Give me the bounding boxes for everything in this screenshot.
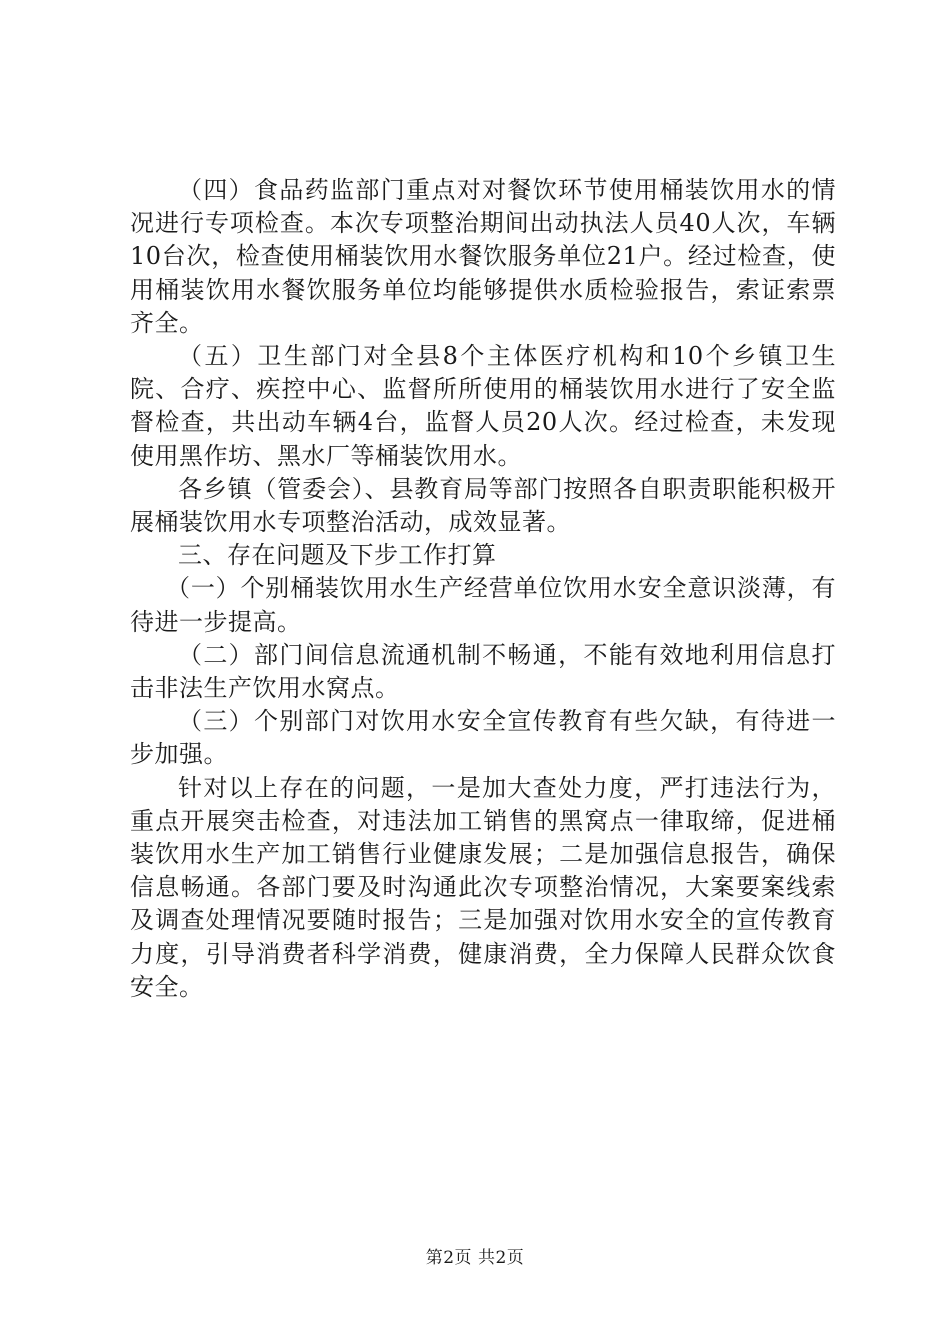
page-number-footer: 第2页 共2页: [425, 1248, 525, 1268]
document-body: [130, 174, 836, 1004]
paragraph-townships-activities: 各乡镇（管委会）、县教育局等部门按照各自职责职能积极开展桶装饮用水专项整治活动，成效显著。: [130, 474, 836, 537]
paragraph-food-drug-inspection: （四）食品药监部门重点对对餐饮环节使用桶装饮用水的情况进行专项检查。本次专项整治期间出动执法人员40人次，车辆10台次，检查使用桶装饮用水餐饮服务单位21户。经过检查，使用桶装饮用水餐饮服务单位均能够提供水质检验报告，索证索票齐全。: [130, 176, 836, 337]
problem-item-3: （三）个别部门对饮用水安全宣传教育有些欠缺，有待进一步加强。: [130, 707, 836, 769]
problem-item-1: （一）个别桶装饮用水生产经营单位饮用水安全意识淡薄，有待进一步提高。: [130, 574, 836, 636]
section-heading-problems: 三、存在问题及下步工作打算: [178, 541, 497, 570]
paragraph-health-dept-inspection: （五）卫生部门对全县8个主体医疗机构和10个乡镇卫生院、合疗、疾控中心、监督所所使用的桶装饮用水进行了安全监督检查，共出动车辆4台，监督人员20人次。经过检查，未发现使用黑作坊、黑水厂等桶装饮用水。: [130, 342, 836, 470]
paragraph-next-steps: 针对以上存在的问题，一是加大查处力度，严打违法行为，重点开展突击检查，对违法加工销售的黑窝点一律取缔，促进桶装饮用水生产加工销售行业健康发展；二是加强信息报告，确保信息畅通。各部门要及时沟通此次专项整治情况，大案要案线索及调查处理情况要随时报告；三是加强对饮用水安全的宣传教育力度，引导消费者科学消费，健康消费，全力保障人民群众饮食安全。: [130, 773, 836, 1001]
problem-item-2: （二）部门间信息流通机制不畅通，不能有效地利用信息打击非法生产饮用水窝点。: [130, 640, 836, 703]
